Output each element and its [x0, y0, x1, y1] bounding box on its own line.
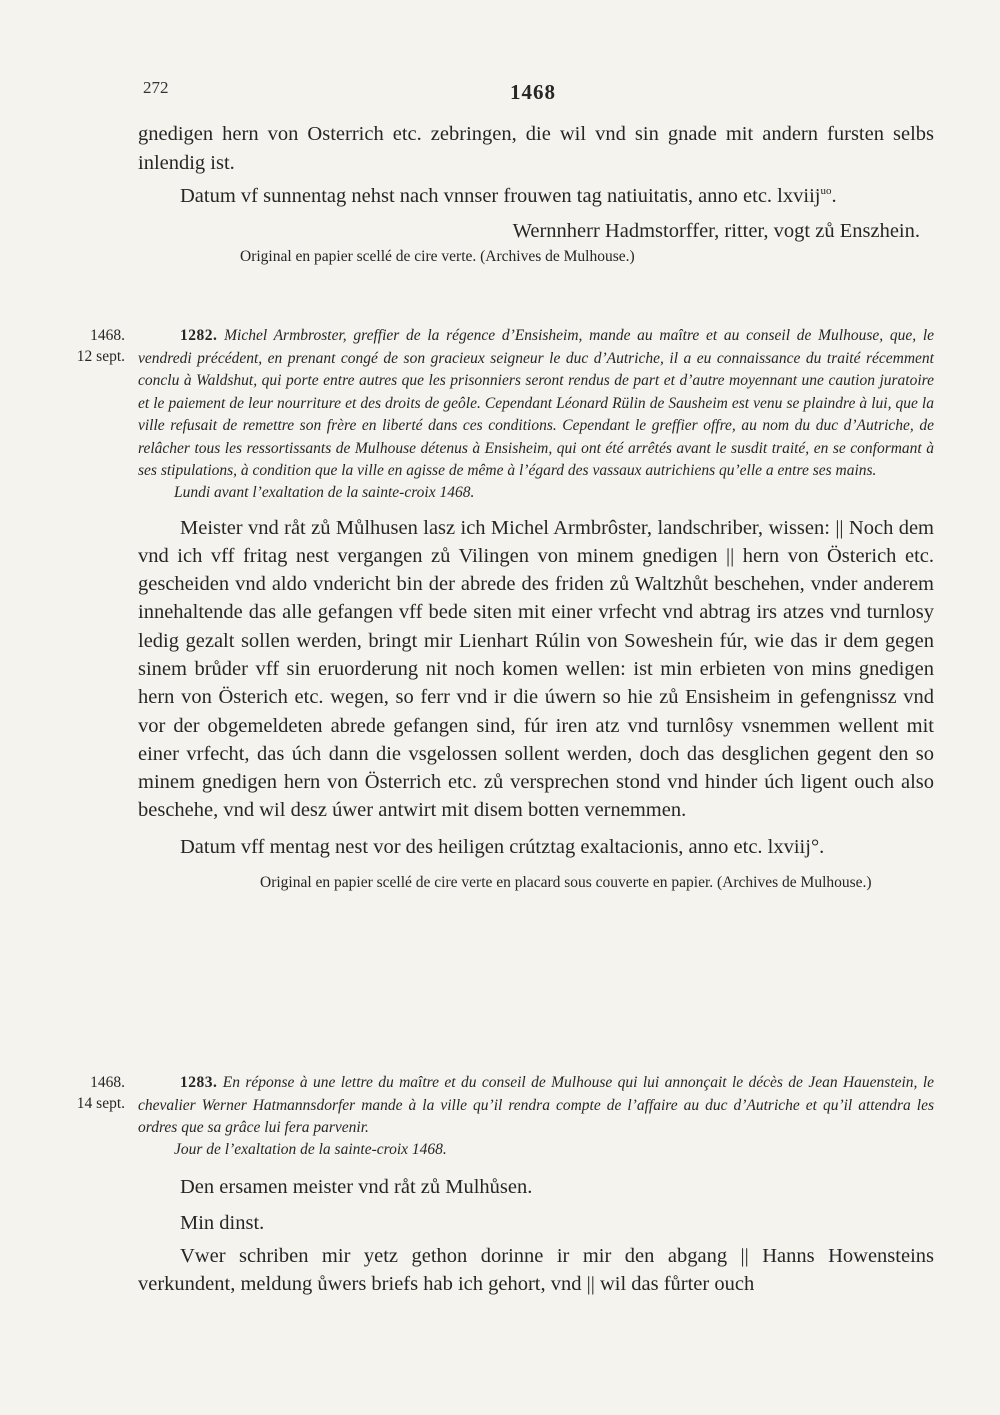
body-1283: Vwer schriben mir yetz gethon dorinne ir mir den abgang || Hanns Howensteins verkundent, meldung ůwers briefs hab ich gehort, vnd || wil das fůrter ouch: [138, 1244, 934, 1296]
archive-note: Original en papier scellé de cire verte. (Archives de Mulhouse.): [240, 248, 635, 266]
margin-date-1283: 1468. 14 sept.: [76, 1074, 125, 1112]
page-header-year: 1468: [510, 80, 556, 104]
document-1282: [138, 325, 934, 893]
datum-line: Datum vf sunnentag nehst nach vnnser frouwen tag natiuitatis, anno etc. lxviij$^{uo}$.: [180, 185, 837, 208]
body-1282: Meister vnd råt zů Můlhusen lasz ich Michel Armbrôster, landschriber, wissen: || Noch dem vnd ich vff fritag nest vergangen zů Vilingen von minem gnedigen || hern von Österich etc. gescheiden vnd aldo vndericht bin der abrede des friden zů Waltzhůt beschehen, vnder anderem innehaltende das alle gefangen vff bede siten mit einer vrfecht vnd abtrag irs atzes vnd turnlosy ledig gezalt sollen werden, bringt mir Lienhart Rúlin von Soweshein fúr, wie das ir dem gegen sinem brůder vff sin eruorderung nit noch komen wellen: ist min erbieten von mins gnedigen hern von Österich etc. wegen, so ferr vnd ir die úwern so hie zů Ensisheim in gefengnissz vnd vor der obgemeldeten abrede gefangen sind, fúr iren atz vnd turnlôsy vsnemmen wellent mit einer vrfecht, das úch dann die vsgelossen sollent werden, doch das desglichen gegent den so minem gnedigen hern von Österrich etc. zů versprechen stond vnd hinder úch ligent ouch also beschehe, vnd wil desz úwer antwirt mit disem botten vernemmen.: [138, 516, 934, 822]
address-1283: Den ersamen meister vnd råt zů Mulhůsen.: [180, 1175, 533, 1198]
document-1283: [138, 1072, 934, 1299]
date-line-1283: Jour de l’exaltation de la sainte-croix 1468.: [174, 1140, 447, 1158]
margin-date-1282: 1468. 12 sept.: [76, 327, 125, 365]
signature-line: Wernnherr Hadmstorffer, ritter, vogt zů Enszhein.: [512, 219, 920, 242]
summary-1283: 1283. En réponse à une lettre du maître et du conseil de Mulhouse qui lui annonçait le décès de Jean Hauenstein, le chevalier Werner Hatmannsdorfer mande à la ville qu’il rendra compte de l’affaire au duc d’Autriche et qu’il attendra les ordres que sa grâce lui fera parvenir.: [138, 1074, 934, 1136]
previous-document-ending: [138, 120, 934, 267]
date-line-1282: Lundi avant l’exaltation de la sainte-croix 1468.: [174, 483, 475, 501]
page-number: 272: [143, 78, 169, 97]
datum-1282: Datum vff mentag nest vor des heiligen crútztag exaltacionis, anno etc. lxviij°.: [180, 835, 825, 858]
greeting-1283: Min dinst.: [180, 1212, 265, 1235]
archive-note-1282: Original en papier scellé de cire verte en placard sous couverte en papier. (Archives de Mulhouse.): [260, 874, 872, 892]
continuation-text: gnedigen hern von Osterrich etc. zebringen, die wil vnd sin gnade mit andern fursten selbs inlendig ist.: [138, 123, 934, 174]
summary-1282: 1282. Michel Armbroster, greffier de la régence d’Ensisheim, mande au maître et au conseil de Mulhouse, que, le vendredi précédent, en prenant congé de son gracieux seigneur le duc d’Autriche, il a eu connaissance du traité récemment conclu à Waldshut, qui porte entre autres que les prisonniers seront rendus de part et d’autre moyennant une caution juratoire et le paiement de leur nourriture et des droits de geôle. Cependant Léonard Rülin de Sausheim est venu se plaindre à lui, que la ville refusait de remettre son frère en liberté dans ces conditions. Cependant le greffier offre, au nom du duc d’Autriche, de relâcher tous les ressortissants de Mulhouse détenus à Ensisheim, qui ont été arrêtés avant le susdit traité, en se conformant à ses stipulations, à condition que la ville en agisse de même à l’égard des vassaux autrichiens qu’elle a entre ses mains.: [138, 327, 935, 479]
